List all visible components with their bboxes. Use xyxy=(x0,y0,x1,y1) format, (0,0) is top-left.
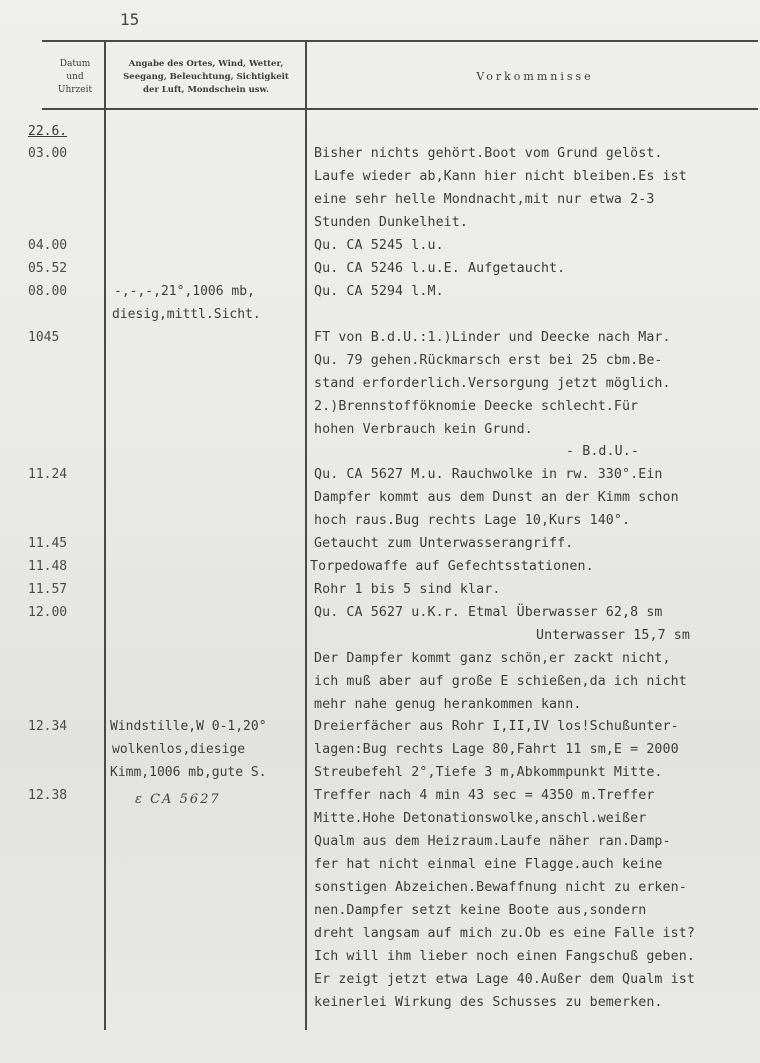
event-line: eine sehr helle Mondnacht,mit nur etwa 2-3 xyxy=(314,192,655,207)
weather-note: Windstille,W 0-1,20° xyxy=(110,719,267,734)
header-date-time: Datum und Uhrzeit xyxy=(57,59,93,95)
event-line: Unterwasser 15,7 sm xyxy=(536,628,691,643)
time-entry: 12.34 xyxy=(28,719,68,734)
event-line: Der Dampfer kommt ganz schön,er zackt nicht, xyxy=(314,651,671,666)
event-line: Qu. CA 5627 u.K.r. Etmal Überwasser 62,8 sm xyxy=(314,605,663,620)
event-line: Dampfer kommt aus dem Dunst an der Kimm schon xyxy=(314,490,679,505)
event-line: FT von B.d.U.:1.)Linder und Deecke nach Mar. xyxy=(314,330,671,345)
event-line: hohen Verbrauch kein Grund. xyxy=(314,422,533,437)
event-line: Torpedowaffe auf Gefechtsstationen. xyxy=(310,559,594,574)
event-line: Rohr 1 bis 5 sind klar. xyxy=(314,582,501,597)
time-entry: 11.57 xyxy=(28,582,68,597)
header-events: Vorkommnisse xyxy=(476,70,594,83)
signature-bdu: - B.d.U.- xyxy=(566,444,639,459)
event-line: stand erforderlich.Versorgung jetzt möglich. xyxy=(314,376,671,391)
event-line: Streubefehl 2°,Tiefe 3 m,Abkommpunkt Mitte. xyxy=(314,765,663,780)
event-line: Qualm aus dem Heizraum.Laufe näher ran.Damp- xyxy=(314,834,671,849)
time-entry: 12.38 xyxy=(28,788,68,803)
time-entry: 03.00 xyxy=(28,146,68,161)
event-line: Qu. CA 5246 l.u.E. Aufgetaucht. xyxy=(314,261,566,276)
event-line: sonstigen Abzeichen.Bewaffnung nicht zu erken- xyxy=(314,880,687,895)
handwritten-location: ε CA 5627 xyxy=(135,792,221,807)
time-entry: 11.45 xyxy=(28,536,68,551)
event-line: Laufe wieder ab,Kann hier nicht bleiben.Es ist xyxy=(314,169,687,184)
event-line: Treffer nach 4 min 43 sec = 4350 m.Treffer xyxy=(314,788,655,803)
column-divider-2 xyxy=(305,40,307,1030)
header-location-weather: Angabe des Ortes, Wind, Wetter, Seegang, Beleuchtung, Sichtigkeit der Luft, Mondschein usw. xyxy=(123,59,289,95)
event-line: nen.Dampfer setzt keine Boote aus,sondern xyxy=(314,903,647,918)
weather-note: wolkenlos,diesige xyxy=(112,742,246,757)
weather-note: diesig,mittl.Sicht. xyxy=(112,307,261,322)
time-entry: 05.52 xyxy=(28,261,68,276)
event-line: Er zeigt jetzt etwa Lage 40.Außer dem Qualm ist xyxy=(314,972,695,987)
event-line: Ich will ihm lieber noch einen Fangschuß geben. xyxy=(314,949,695,964)
time-entry: 12.00 xyxy=(28,605,68,620)
event-line: dreht langsam auf mich zu.Ob es eine Falle ist? xyxy=(314,926,695,941)
event-line: Dreierfächer aus Rohr I,II,IV los!Schußunter- xyxy=(314,719,679,734)
header-rule xyxy=(42,108,758,110)
event-line: Getaucht zum Unterwasserangriff. xyxy=(314,536,574,551)
weather-note: -,-,-,21°,1006 mb, xyxy=(114,284,255,299)
event-line: ich muß aber auf große E schießen,da ich nicht xyxy=(314,674,687,689)
log-date: 22.6. xyxy=(28,124,68,139)
event-line: Qu. CA 5627 M.u. Rauchwolke in rw. 330°.Ein xyxy=(314,467,663,482)
time-entry: 11.24 xyxy=(28,467,68,482)
event-line: 2.)Brennstofföknomie Deecke schlecht.Für xyxy=(314,399,639,414)
event-line: Qu. 79 gehen.Rückmarsch erst bei 25 cbm.Be- xyxy=(314,353,663,368)
event-line: Qu. CA 5294 l.M. xyxy=(314,284,444,299)
event-line: Mitte.Hohe Detonationswolke,anschl.weißer xyxy=(314,811,647,826)
event-line: keinerlei Wirkung des Schusses zu bemerken. xyxy=(314,995,663,1010)
event-line: hoch raus.Bug rechts Lage 10,Kurs 140°. xyxy=(314,513,631,528)
event-line: lagen:Bug rechts Lage 80,Fahrt 11 sm,E = 2000 xyxy=(314,742,679,757)
event-line: Bisher nichts gehört.Boot vom Grund gelöst. xyxy=(314,146,663,161)
page-number: 15 xyxy=(120,10,140,29)
event-line: Stunden Dunkelheit. xyxy=(314,215,469,230)
event-line: mehr nahe genug herankommen kann. xyxy=(314,697,582,712)
column-divider-1 xyxy=(104,40,106,1030)
time-entry: 08.00 xyxy=(28,284,68,299)
event-line: fer hat nicht einmal eine Flagge.auch keine xyxy=(314,857,663,872)
time-entry: 1045 xyxy=(28,330,60,345)
time-entry: 04.00 xyxy=(28,238,68,253)
time-entry: 11.48 xyxy=(28,559,68,574)
event-line: Qu. CA 5245 l.u. xyxy=(314,238,444,253)
top-rule xyxy=(42,40,758,42)
weather-note: Kimm,1006 mb,gute S. xyxy=(110,765,267,780)
